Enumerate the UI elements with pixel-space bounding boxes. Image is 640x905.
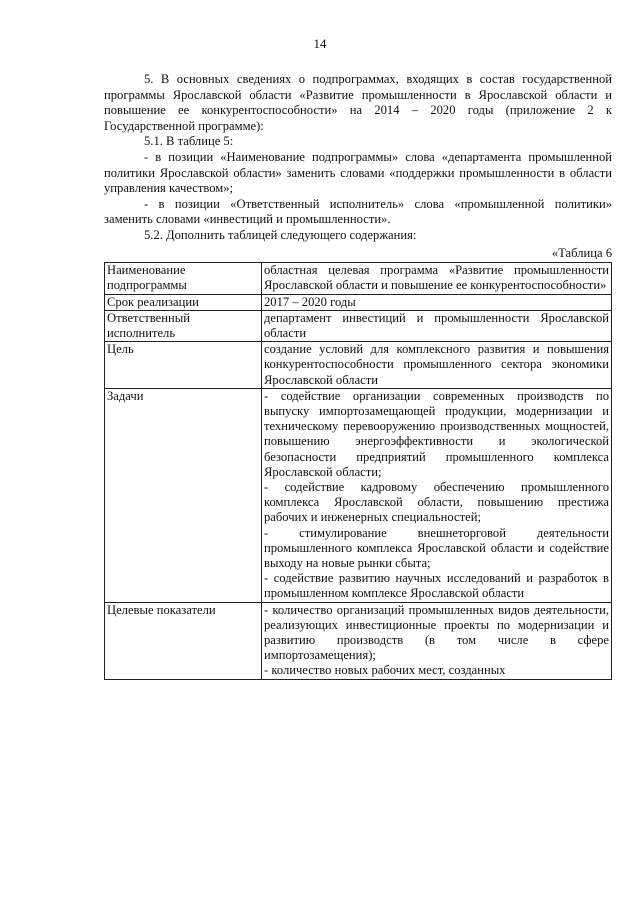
paragraph-item-executor: - в позиции «Ответственный исполнитель» слова «промышленной политики» заменить словами «инвестиций и промышленности». [104, 196, 612, 227]
row-value-line: областная целевая программа «Развитие промышленности Ярославской области и повышение ее конкурентоспособности» [264, 263, 609, 293]
row-label: Наименование подпрограммы [105, 263, 262, 294]
table-row [105, 310, 612, 341]
document-body [104, 72, 612, 680]
row-value [262, 602, 612, 679]
row-value-line: - количество новых рабочих мест, созданных [264, 663, 506, 678]
row-value-line: 2017 – 2020 годы [264, 294, 356, 309]
paragraph-5-2: 5.2. Дополнить таблицей следующего содержания: [144, 227, 417, 242]
table-label: «Таблица 6 [551, 245, 612, 260]
row-value-line: департамент инвестиций и промышленности Ярославской области [264, 310, 609, 340]
row-value-line: - содействие кадровому обеспечению промышленного комплекса Ярославской области, повышению престижа рабочих и инженерных специальностей; [264, 479, 609, 525]
row-value-line: - содействие организации современных производств по выпуску импортозамещающей продукции, модернизации и техническому перевооружению производственных мощностей, повышению энергоэффективности и экологической безопасности предприятий промышленного комплекса Ярославской области; [264, 388, 609, 479]
row-value-line: - содействие развитию научных исследований и разработок в промышленном комплексе Ярославской области [264, 571, 609, 601]
table-row [105, 294, 612, 310]
row-value-line: - количество организаций промышленных видов деятельности, реализующих инвестиционные проекты по модернизации и развитию производств (в том числе в сфере импортозамещения); [264, 602, 609, 663]
row-label: Ответственный исполнитель [105, 310, 262, 341]
row-label: Срок реализации [105, 294, 262, 310]
row-value [262, 294, 612, 310]
row-label: Целевые показатели [105, 602, 262, 679]
row-value-line: создание условий для комплексного развития и повышения конкурентоспособности промышленного сектора экономики Ярославской области [264, 342, 609, 387]
table-row [105, 602, 612, 679]
paragraph-item-name: - в позиции «Наименование подпрограммы» слова «департамента промышленной политики Ярославской области» заменить словами «поддержки промышленности в области управления качеством»; [104, 149, 612, 196]
row-label: Задачи [105, 388, 262, 602]
row-label: Цель [105, 342, 262, 389]
table-row [105, 263, 612, 294]
row-value [262, 310, 612, 341]
page-number: 14 [313, 36, 327, 51]
row-value [262, 263, 612, 294]
paragraph-5-1: 5.1. В таблице 5: [144, 134, 234, 149]
table-row [105, 342, 612, 389]
row-value [262, 388, 612, 602]
row-value-line: - стимулирование внешнеторговой деятельности промышленного комплекса Ярославской области и содействие выходу на новые рынки сбыта; [264, 525, 609, 570]
table-row [105, 388, 612, 602]
paragraph-intro: 5. В основных сведениях о подпрограммах, входящих в состав государственной программы Ярославской области «Развитие промышленности в Ярославской области и повышение ее конкурентоспособности» на 2014 – 2020 годы (приложение 2 к Государственной программе): [104, 72, 612, 133]
subprogram-table [104, 262, 612, 679]
row-value [262, 342, 612, 389]
